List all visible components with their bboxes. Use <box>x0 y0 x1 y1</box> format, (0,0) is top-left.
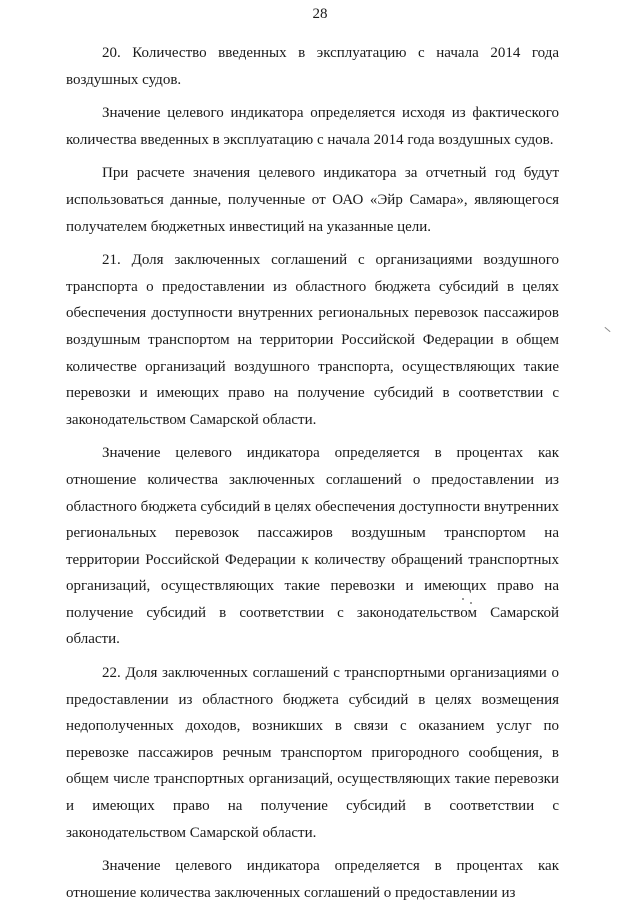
scan-speck <box>470 602 472 604</box>
paragraph-item-20: 20. Количество введенных в эксплуатацию с начала 2014 года воздушных судов. <box>66 45 559 88</box>
paragraph-item-20-calculation: При расчете значения целевого индикатора за отчетный год будут использоваться данные, полученные от ОАО «Эйр Самара», являющегося получателем бюджетных инвестиций на указанные цели. <box>66 165 559 235</box>
paragraph-item-21: 21. Доля заключенных соглашений с организациями воздушного транспорта о предоставлении из областного бюджета субсидий в целях обеспечения доступности внутренних региональных перевозок пассажиров воздушным транспортом на территории Российской Федерации в общем количестве организаций воздушного транспорта, осуществляющих такие перевозки и имеющих право на получение субсидий в соответствии с законодательством Самарской области. <box>66 252 559 428</box>
scan-speck <box>462 598 464 600</box>
paragraph-item-22-definition: Значение целевого индикатора определяется в процентах как отношение количества заключенных соглашений о предоставлении из <box>66 858 559 901</box>
scan-mark <box>604 327 610 332</box>
paragraph-item-22: 22. Доля заключенных соглашений с транспортными организациями о предоставлении из областного бюджета субсидий в целях возмещения недополученных доходов, возникших в связи с оказанием услуг по перевозке пассажиров речным транспортом пригородного сообщения, в общем числе транспортных организаций, осуществляющих такие перевозки и имеющих право на получение субсидий в соответствии с законодательством Самарской области. <box>66 665 559 841</box>
paragraph-item-20-definition: Значение целевого индикатора определяется исходя из фактического количества введенных в эксплуатацию с начала 2014 года воздушных судов. <box>66 105 559 148</box>
page-number: 28 <box>312 6 328 22</box>
document-body <box>66 40 559 913</box>
paragraph-item-21-definition: Значение целевого индикатора определяется в процентах как отношение количества заключенных соглашений о предоставлении из областного бюджета субсидий в целях обеспечения доступности внутренних региональных перевозок пассажиров воздушным транспортом на территории Российской Федерации к количеству обращений транспортных организаций, осуществляющих такие перевозки и имеющих право на получение субсидий в соответствии с законодательством Самарской области. <box>66 445 559 648</box>
